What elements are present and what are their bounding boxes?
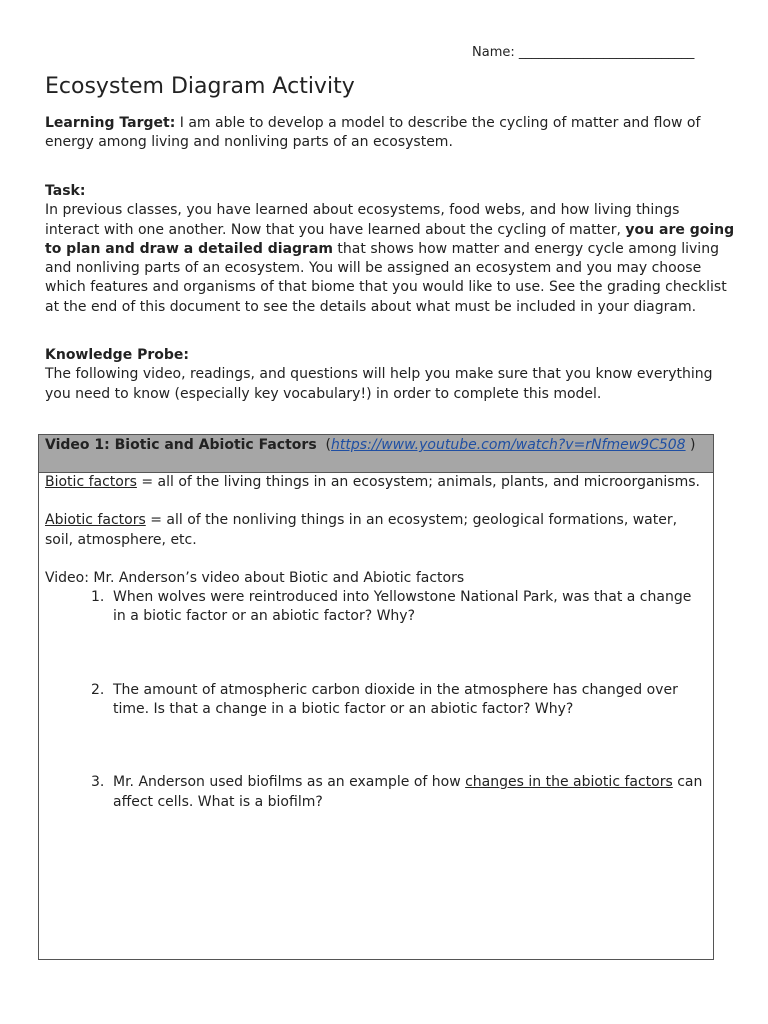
video-table (38, 434, 714, 960)
task-text-before: In previous classes, you have learned about ecosystems, food webs, and how living things interact with one another. Now that you have learned about the cycling of matter, (45, 202, 680, 238)
biotic-definition: = all of the living things in an ecosystem; animals, plants, and microorganisms. (136, 474, 700, 490)
video-line: Video: Mr. Anderson’s video about Biotic and Abiotic factors (45, 569, 465, 586)
question-2 (45, 681, 707, 720)
task-text-bold: you are going to plan and draw a detailed diagram (45, 221, 735, 257)
task-section (45, 182, 735, 317)
video-table-body (39, 473, 713, 812)
link-paren-close: ) (685, 437, 696, 453)
learning-target-text: I am able to develop a model to describe the cycling of matter and flow of energy among living and nonliving parts of an ecosystem. (45, 115, 701, 151)
question-3 (45, 773, 707, 812)
knowledge-probe-section (45, 346, 735, 404)
abiotic-definition: = all of the nonliving things in an ecosystem; geological formations, water, soil, atmosphere, etc. (45, 512, 678, 548)
question-text-underlined: changes in the abiotic factors (465, 774, 673, 791)
question-number: 1. (91, 589, 105, 606)
video-table-header (39, 435, 713, 473)
question-text: When wolves were reintroduced into Yellowstone National Park, was that a change in a biotic factor or an abiotic factor? Why? (113, 589, 692, 625)
question-text-after: can affect cells. What is a biofilm? (113, 774, 703, 810)
question-text: The amount of atmospheric carbon dioxide in the atmosphere has changed over time. Is that a change in a biotic factor or an abiotic factor? Why? (113, 681, 678, 718)
learning-target-label: Learning Target: (45, 115, 176, 131)
name-line: Name: ___________________________ (472, 45, 695, 60)
task-heading: Task: (45, 183, 86, 199)
page-title: Ecosystem Diagram Activity (45, 74, 355, 99)
question-number: 2. (91, 681, 105, 698)
question-1 (45, 588, 707, 627)
video-link[interactable]: https://www.youtube.com/watch?v=rNfmew9C508 (331, 437, 686, 453)
video-title: Video 1: Biotic and Abiotic Factors (45, 437, 317, 453)
learning-target (45, 114, 735, 153)
link-paren-open: ( (316, 437, 332, 453)
task-text-after: that shows how matter and energy cycle among living and nonliving parts of an ecosystem. You will be assigned an ecosystem and you may choose which features and organisms of that biome that you would like to use. See the grading checklist at the end of this document to see the details about what must be included in your diagram. (45, 240, 727, 315)
knowledge-probe-text: The following video, readings, and questions will help you make sure that you know everything you need to know (especially key vocabulary!) in order to complete this model. (45, 366, 713, 402)
knowledge-probe-heading: Knowledge Probe: (45, 347, 189, 363)
question-number: 3. (91, 774, 105, 791)
question-text-before: Mr. Anderson used biofilms as an example of how (113, 774, 466, 791)
abiotic-term: Abiotic factors (45, 512, 146, 529)
biotic-term: Biotic factors (45, 474, 137, 490)
